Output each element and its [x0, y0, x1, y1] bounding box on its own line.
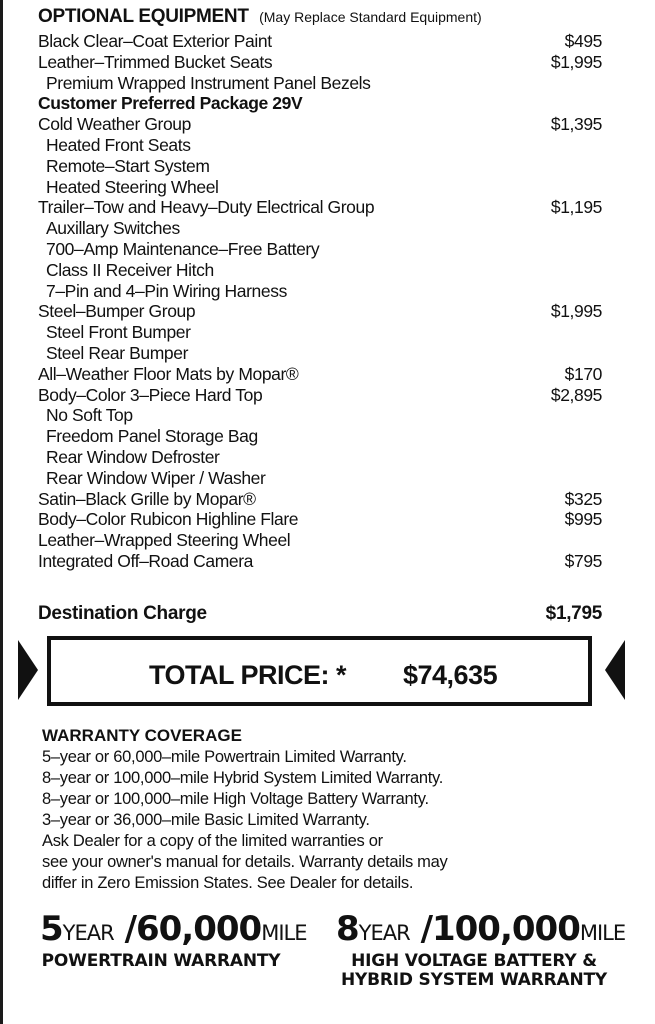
badge-years: 5: [40, 909, 63, 949]
badge-miles: /60,000: [124, 909, 262, 949]
sub-item-row: [38, 135, 602, 156]
optional-equipment-title: OPTIONAL EQUIPMENT: [38, 6, 249, 27]
equipment-price: $170: [564, 363, 602, 384]
warranty-line: differ in Zero Emission States. See Dealer for details.: [42, 874, 414, 892]
badge-years: 8: [336, 909, 359, 949]
equipment-label: Rear Window Wiper / Washer: [46, 467, 266, 488]
badge-headline: [336, 909, 626, 952]
warranty-title: WARRANTY COVERAGE: [42, 726, 242, 745]
warranty-line: 5–year or 60,000–mile Powertrain Limited Warranty.: [42, 748, 407, 766]
equipment-label: Rear Window Defroster: [46, 446, 220, 467]
optional-equipment-note: (May Replace Standard Equipment): [259, 9, 482, 25]
equipment-row: [38, 31, 602, 52]
equipment-row: [38, 551, 602, 572]
powertrain-warranty-badge: [40, 909, 307, 971]
equipment-row: [38, 385, 602, 406]
equipment-price: $795: [564, 550, 602, 571]
equipment-label: Black Clear–Coat Exterior Paint: [38, 31, 272, 51]
badge-mile-unit: MILE: [579, 921, 626, 945]
equipment-label: Satin–Black Grille by Mopar®: [38, 488, 256, 509]
total-price-box: [47, 636, 592, 706]
equipment-label: Auxillary Switches: [46, 218, 180, 239]
optional-equipment-header: [38, 6, 482, 28]
equipment-row: [38, 364, 602, 385]
equipment-price: $2,895: [550, 384, 602, 405]
equipment-price: $995: [564, 509, 602, 530]
sub-item-row: [38, 405, 602, 426]
equipment-label: No Soft Top: [46, 405, 133, 426]
warranty-line: 8–year or 100,000–mile Hybrid System Limited Warranty.: [42, 769, 444, 787]
sub-item-row: [38, 177, 602, 198]
sub-item-row: [38, 426, 602, 447]
equipment-label: Premium Wrapped Instrument Panel Bezels: [46, 72, 371, 93]
equipment-price: $325: [564, 488, 602, 509]
badge-caption: POWERTRAIN WARRANTY: [41, 951, 281, 971]
sub-item-row: [38, 281, 602, 302]
badge-caption: HIGH VOLTAGE BATTERY &: [351, 951, 597, 971]
sub-item-row: [38, 73, 602, 94]
total-price-label: TOTAL PRICE: *: [149, 660, 347, 690]
equipment-label: Body–Color 3–Piece Hard Top: [38, 384, 263, 405]
equipment-label: All–Weather Floor Mats by Mopar®: [38, 363, 299, 384]
sub-item-row: [38, 260, 602, 281]
badge-year-unit: YEAR: [358, 921, 410, 945]
equipment-price: $1,395: [550, 114, 602, 135]
equipment-label: Steel–Bumper Group: [38, 301, 196, 322]
right-arrow-icon: [605, 640, 625, 700]
sub-item-row: [38, 468, 602, 489]
warranty-line: see your owner's manual for details. Warranty details may: [42, 853, 448, 871]
battery-hybrid-warranty-badge: [336, 909, 626, 990]
package-row: [38, 93, 602, 114]
sub-item-row: [38, 322, 602, 343]
equipment-row: [38, 489, 602, 510]
total-price-value: $74,635: [403, 660, 498, 690]
left-arrow-icon: [18, 640, 38, 700]
equipment-row: [38, 52, 602, 73]
equipment-label: Trailer–Tow and Heavy–Duty Electrical Group: [38, 197, 375, 218]
page-edge: [0, 0, 3, 1024]
optional-equipment-list: [38, 31, 602, 572]
equipment-label: Customer Preferred Package 29V: [38, 93, 303, 114]
destination-charge-row: [38, 603, 602, 627]
warranty-line: 8–year or 100,000–mile High Voltage Battery Warranty.: [42, 790, 429, 808]
equipment-row: [38, 509, 602, 530]
badge-headline: [40, 909, 307, 952]
equipment-label: Steel Rear Bumper: [46, 342, 189, 363]
badge-miles: /100,000: [420, 909, 580, 949]
equipment-row: [38, 197, 602, 218]
equipment-row: [38, 530, 602, 551]
destination-charge-label: Destination Charge: [38, 603, 207, 624]
sub-item-row: [38, 218, 602, 239]
equipment-row: [38, 114, 602, 135]
warranty-lines: [42, 747, 602, 894]
warranty-line: 3–year or 36,000–mile Basic Limited Warranty.: [42, 811, 370, 829]
equipment-label: Integrated Off–Road Camera: [38, 550, 253, 571]
equipment-price: $1,995: [550, 51, 602, 72]
badge-year-unit: YEAR: [62, 921, 114, 945]
equipment-row: [38, 301, 602, 322]
badge-mile-unit: MILE: [261, 921, 307, 945]
warranty-coverage: [42, 725, 602, 894]
warranty-line: Ask Dealer for a copy of the limited warranties or: [42, 832, 383, 850]
equipment-label: Steel Front Bumper: [46, 322, 191, 343]
sub-item-row: [38, 447, 602, 468]
sub-item-row: [38, 239, 602, 260]
equipment-price: $1,195: [550, 197, 602, 218]
equipment-label: Leather–Trimmed Bucket Seats: [38, 51, 273, 72]
equipment-price: $495: [564, 31, 602, 51]
equipment-label: Body–Color Rubicon Highline Flare: [38, 509, 299, 530]
equipment-label: Cold Weather Group: [38, 114, 191, 135]
equipment-label: Heated Front Seats: [46, 134, 191, 155]
badge-caption: HYBRID SYSTEM WARRANTY: [341, 970, 607, 990]
destination-charge-price: $1,795: [545, 603, 602, 624]
equipment-label: Heated Steering Wheel: [46, 176, 219, 197]
equipment-price: $1,995: [550, 301, 602, 322]
sub-item-row: [38, 343, 602, 364]
equipment-label: 700–Amp Maintenance–Free Battery: [46, 238, 320, 259]
equipment-label: Leather–Wrapped Steering Wheel: [38, 530, 291, 551]
sub-item-row: [38, 156, 602, 177]
equipment-label: Class II Receiver Hitch: [46, 259, 214, 280]
equipment-label: Freedom Panel Storage Bag: [46, 426, 258, 447]
equipment-label: 7–Pin and 4–Pin Wiring Harness: [46, 280, 287, 301]
equipment-label: Remote–Start System: [46, 155, 210, 176]
